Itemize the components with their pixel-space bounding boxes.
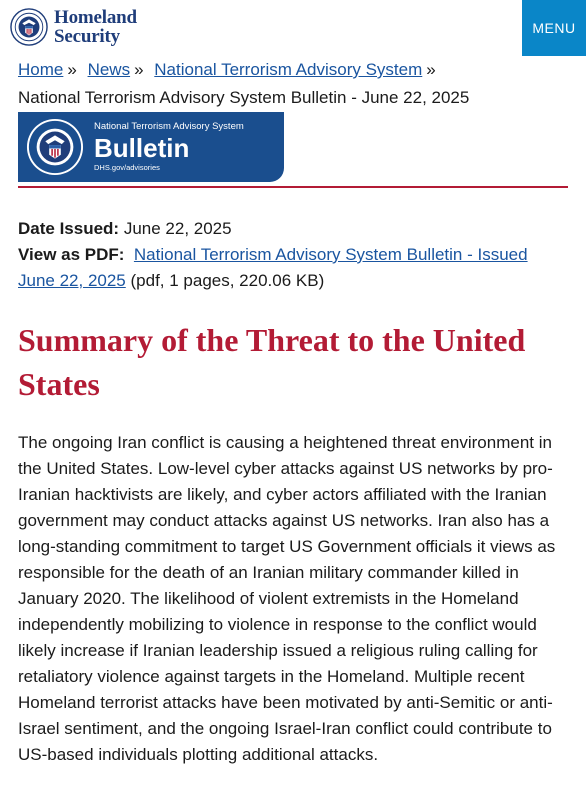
pdf-label: View as PDF:: [18, 245, 125, 264]
menu-button[interactable]: MENU: [522, 0, 586, 56]
breadcrumb-current-page: National Terrorism Advisory System Bulletin - June 22, 2025: [18, 88, 470, 107]
pdf-link[interactable]: National Terrorism Advisory System Bulletin - Issued June 22, 2025: [18, 245, 528, 290]
breadcrumb-separator: »: [426, 60, 436, 79]
dhs-seal-icon: [26, 118, 84, 176]
breadcrumb-news-link[interactable]: News: [87, 60, 131, 79]
page-title: Summary of the Threat to the United States: [18, 322, 526, 402]
breadcrumb-home-link[interactable]: Home: [18, 60, 64, 79]
dhs-seal-icon: [10, 8, 48, 46]
logo-wordmark: [54, 8, 137, 46]
pdf-file-info: (pdf, 1 pages, 220.06 KB): [130, 271, 325, 290]
summary-paragraph: The ongoing Iran conflict is causing a heightened threat environment in the United States. Low-level cyber attacks against US networks by pro-Iranian hacktivists are likely, and cyber actors affiliated with the Iranian government may conduct attacks against US networks. Iran also has a long-standing commitment to target US Government officials it views as responsible for the death of an Iranian military commander killed in January 2020. The likelihood of violent extremists in the Homeland independently mobilizing to violence in response to the conflict would likely increase if Iranian leadership issued a religious ruling calling for retaliatory violence against targets in the Homeland. Multiple recent Homeland terrorist attacks have been motivated by anti-Semitic or anti-Israel sentiment, and the ongoing Israel-Iran conflict could contribute to US-based individuals plotting additional attacks.: [18, 433, 556, 764]
banner-text: [94, 121, 244, 173]
divider: [18, 186, 568, 188]
date-issued-value: June 22, 2025: [123, 219, 232, 238]
date-issued-row: [18, 216, 568, 242]
dhs-logo[interactable]: [10, 8, 137, 46]
logo-line1: Homeland: [54, 7, 137, 28]
site-header: [0, 0, 586, 56]
date-issued-label: Date Issued:: [18, 219, 120, 238]
breadcrumb-separator: »: [134, 60, 144, 79]
banner-url: DHS.gov/advisories: [94, 163, 160, 172]
pdf-row: [18, 242, 568, 294]
banner-subtitle: National Terrorism Advisory System: [94, 121, 244, 132]
ntas-bulletin-banner: [18, 112, 284, 182]
banner-title: Bulletin: [94, 133, 190, 163]
breadcrumb-ntas-link[interactable]: National Terrorism Advisory System: [154, 60, 423, 79]
breadcrumb-separator: »: [67, 60, 77, 79]
breadcrumb: [18, 58, 442, 82]
logo-line2: Security: [54, 26, 120, 47]
bulletin-meta: [18, 216, 568, 294]
